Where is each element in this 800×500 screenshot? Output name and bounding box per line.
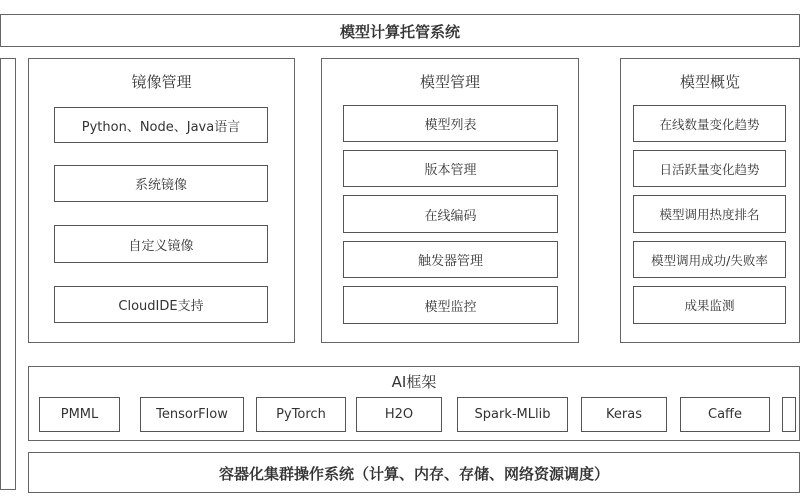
overview-item[interactable]: 模型调用成功/失败率 <box>633 241 786 278</box>
framework-item[interactable]: PMML <box>39 397 120 432</box>
framework-item[interactable]: Keras <box>581 397 667 432</box>
overview-item[interactable]: 在线数量变化趋势 <box>633 105 786 142</box>
image-item[interactable]: CloudIDE支持 <box>54 286 268 323</box>
framework-item[interactable]: PyTorch <box>256 397 346 432</box>
framework-item[interactable]: Caffe <box>680 397 770 432</box>
container-os-panel <box>28 452 800 493</box>
overview-item[interactable]: 模型调用热度排名 <box>633 195 786 233</box>
model-overview-panel <box>620 58 800 343</box>
model-item[interactable]: 在线编码 <box>343 195 558 233</box>
image-item[interactable]: 自定义镜像 <box>54 225 268 263</box>
framework-item[interactable]: TensorFlow <box>140 397 244 432</box>
model-item[interactable]: 触发器管理 <box>343 241 558 278</box>
model-management-title: 模型管理 <box>419 73 480 91</box>
left-panel <box>0 58 16 490</box>
model-item[interactable]: 模型列表 <box>343 105 558 142</box>
model-item[interactable]: 版本管理 <box>343 150 558 187</box>
ai-frameworks-title: AI框架 <box>391 373 437 391</box>
image-management-panel <box>28 58 295 343</box>
overview-item[interactable]: 日活跃量变化趋势 <box>633 150 786 187</box>
model-management-panel <box>321 58 579 343</box>
ai-frameworks-panel <box>28 366 800 441</box>
framework-item[interactable]: H2O <box>356 397 442 432</box>
image-item[interactable]: 系统镜像 <box>54 165 268 202</box>
image-management-title: 镜像管理 <box>131 73 192 91</box>
system-title: 模型计算托管系统 <box>339 23 460 41</box>
model-overview-title: 模型概览 <box>679 73 740 91</box>
header-box <box>0 14 800 47</box>
overview-item[interactable]: 成果监测 <box>633 286 786 324</box>
container-os-title: 容器化集群操作系统（计算、内存、存储、网络资源调度） <box>218 465 609 483</box>
framework-item[interactable]: Spark-MLlib <box>457 397 568 432</box>
framework-item-partial[interactable] <box>782 397 796 432</box>
image-item[interactable]: Python、Node、Java语言 <box>54 107 268 143</box>
model-item[interactable]: 模型监控 <box>343 286 558 324</box>
